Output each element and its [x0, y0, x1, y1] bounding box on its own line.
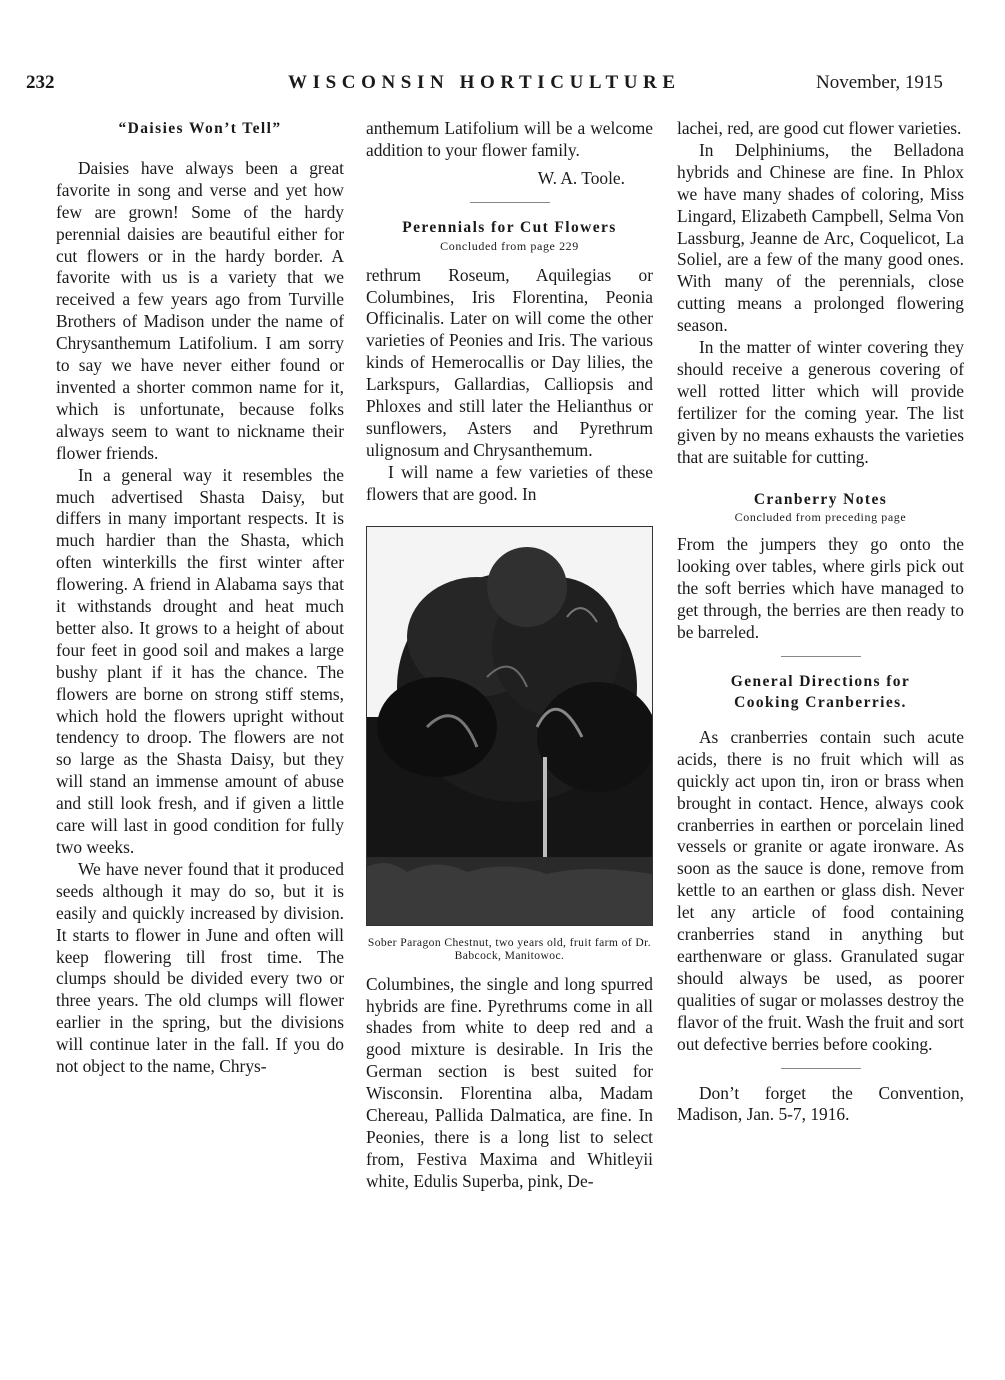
daisies-signature: W. A. Toole. [537, 167, 625, 188]
divider [470, 202, 550, 203]
cranberry-notes-paragraph: From the jumpers they go onto the looking over tables, where girls pick out the soft berries which have managed to get through, the berries are then ready to be barreled. [677, 534, 964, 643]
perennials-paragraph-3: Columbines, the single and long spurred hybrids are fine. Pyrethrums come in all shades from white to deep red and a good mixture is desirable. In Iris the German section is best suited for Wisconsin. Florentina alba, Madam Chereau, Pallida Dalmatica, are fine. In Peonies, there is a long list to select from, Festiva Maxima and Whitleyii white, Edulis Superba, pink, De- [366, 973, 653, 1191]
cooking-title-line-2: Cooking Cranberries. [734, 693, 907, 711]
divider [781, 1068, 861, 1069]
chestnut-tree-photo [366, 526, 653, 926]
page-header [0, 68, 1005, 98]
daisies-paragraph-1: Daisies have always been a great favorite in song and verse and yet how few are grown! Some of the hardy perennial daisies are beautiful either for cut flowers or in the hardy border. A favorite with us is a variety that we received a few years ago from Turville Brothers of Madison under the name of Chrysanthemum Latifolium. I am sorry to say we have never either found or invented a shorter common name for it, which is unfortunate, because folks always seem to want to nickname their flower friends. [56, 157, 344, 463]
perennials-continued-note: Concluded from page 229 [440, 238, 579, 253]
perennials-paragraph-2: I will name a few varieties of these flowers that are good. In [366, 461, 653, 504]
daisies-title: “Daisies Won’t Tell” [118, 120, 282, 137]
perennials-paragraph-1: rethrum Roseum, Aquilegias or Columbines, Iris Florentina, Peonia Officinalis. Later on will come the other varieties of Peonies and Iris. The various kinds of Hemerocallis or Day lilies, the Larkspurs, Gallardias, Calliopsis and Phloxes and still later the Helianthus or sunflowers, Asters and Pyrethrum ulignosum and Chrysanthemum. [366, 264, 653, 460]
perennials-paragraph-6: In the matter of winter covering they should receive a generous covering of well rotted litter which will provide fertilizer for the coming year. The list given by no means exhausts the varieties that are suitable for cutting. [677, 337, 964, 467]
divider [781, 656, 861, 657]
convention-notice: Don’t forget the Convention, Madison, Jan. 5-7, 1916. [677, 1082, 964, 1125]
daisies-paragraph-2: In a general way it resembles the much advertised Shasta Daisy, but differs in many important respects. It is much hardier than the Shasta, which often winterkills the first winter after flowering. A friend in Alabama says that it withstands drought and heat much better also. It grows to a height of about four feet in good soil and makes a large bushy plant if it has the chance. The flowers are borne on strong stiff stems, which hold the flowers upright without tendency to droop. The flowers are not so large as the Shasta Daisy, but they will stand an immense amount of abuse and still look fresh, and if given a little care will last in good condition for fully two weeks. [56, 464, 344, 857]
tree-illustration [367, 527, 652, 925]
cranberry-notes-title: Cranberry Notes [753, 490, 888, 508]
daisies-paragraph-4: anthemum Latifolium will be a welcome addition to your flower family. [366, 118, 653, 160]
column-2 [366, 118, 653, 1193]
daisies-paragraph-3: We have never found that it produced seeds although it may do so, but it is easily and quickly increased by division. It starts to flower in June and often will keep flowering till frost time. The clumps should be divided every two or three years. The old clumps will flower earlier in the spring, but the divisions will continue later in the fall. If you do not object to the name, Chrys- [56, 858, 344, 1077]
page-number: 232 [26, 72, 55, 93]
cranberry-notes-continued-note: Concluded from preceding page [734, 510, 907, 525]
photo-caption: Sober Paragon Chestnut, two years old, fruit farm of Dr. Babcock, Manitowoc. [367, 935, 652, 962]
cooking-paragraph: As cranberries contain such acute acids, there is no fruit which will as quickly act upon tin, iron or brass when brought in contact. Hence, always cook cranberries in earthen or porcelain lined vessels or granite or agate ironware. As soon as the sauce is done, remove from kettle to an earthen or glass dish. Never let any article of food containing cranberries stand in anything but earthenware or glass. Granulated sugar should always be used, as poorer qualities of sugar or molasses destroy the flavor of the fruit. Wash the fruit and sort out defective berries before cooking. [677, 726, 964, 1054]
cooking-title-line-1: General Directions for [730, 672, 911, 690]
perennials-paragraph-5: In Delphiniums, the Belladona hybrids and Chinese are fine. In Phlox we have many shades of coloring, Miss Lingard, Elizabeth Campbell, Selma Von Lassburg, Jeanne de Arc, Coquelicot, La Soliel, are a few of the many good ones. With many of the perennials, close cutting means a prolonged flowering season. [677, 139, 964, 336]
column-1 [56, 118, 344, 1078]
issue-date: November, 1915 [816, 72, 943, 93]
column-3 [677, 118, 964, 1126]
perennials-title: Perennials for Cut Flowers [402, 218, 617, 236]
journal-title: WISCONSIN HORTICULTURE [288, 72, 681, 93]
perennials-paragraph-4: lachei, red, are good cut flower varieties. [677, 118, 962, 138]
photo-figure [366, 526, 653, 962]
